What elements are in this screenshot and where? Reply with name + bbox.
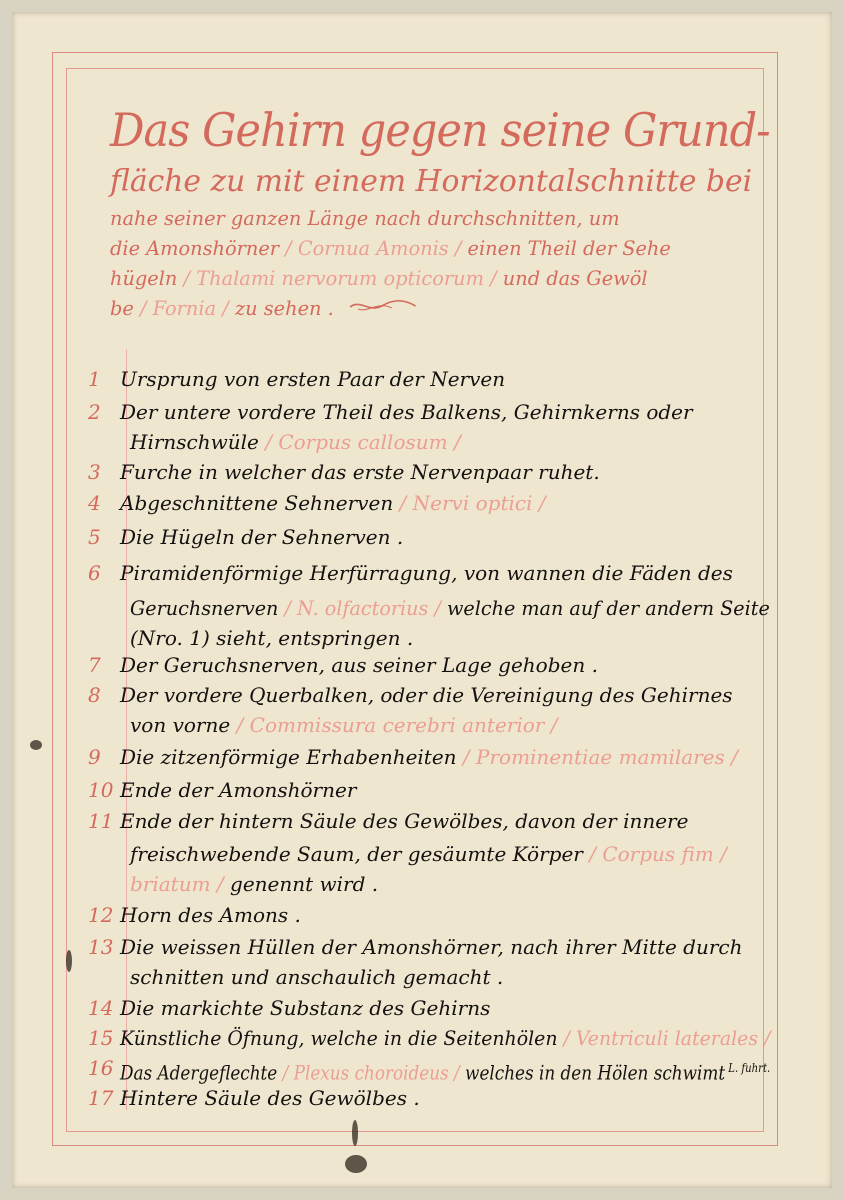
entry-line	[130, 962, 503, 992]
entry-line	[120, 775, 356, 805]
entry-line	[130, 427, 461, 457]
entry-text: Der untere vordere Theil des Balkens, Gehirnkerns oder	[120, 400, 693, 424]
entry-text-post: welche man auf der andern Seite	[447, 596, 770, 620]
entry-line	[130, 593, 770, 623]
entry-line	[120, 900, 301, 930]
entry-number: 15	[88, 1026, 114, 1050]
entry-line	[130, 710, 557, 740]
entry-text: Geruchsnerven	[130, 596, 279, 620]
entry-text: Hirnschwüle	[130, 430, 259, 454]
entry-line	[130, 839, 727, 869]
ink-blot	[66, 950, 72, 972]
entry-text: Hintere Säule des Gewölbes .	[120, 1086, 420, 1110]
entry-line	[120, 742, 738, 772]
entry-line	[120, 1083, 420, 1113]
entry-text: Das Adergeflechte	[120, 1060, 278, 1085]
entry-line	[120, 488, 546, 518]
entry-number: 7	[88, 653, 101, 677]
ink-blot	[352, 1120, 358, 1146]
entry-line	[130, 623, 413, 653]
entry-number: 10	[88, 778, 114, 802]
title-line-4-post: einen Theil der Sehe	[467, 237, 671, 260]
entry-line	[120, 650, 598, 680]
entry-text: Ende der Amonshörner	[120, 778, 357, 802]
entry-number: 12	[88, 903, 114, 927]
entry-line	[120, 806, 688, 836]
ink-blot	[345, 1155, 367, 1173]
entry-number: 16	[88, 1056, 114, 1080]
entry-line	[120, 1023, 770, 1053]
entry-number: 9	[88, 745, 101, 769]
entry-line	[120, 932, 743, 962]
entry-text: Die zitzenförmige Erhabenheiten	[120, 745, 457, 769]
entry-number: 5	[88, 525, 101, 549]
entry-text: Die markichte Substanz des Gehirns	[120, 996, 491, 1020]
entry-text: Die weissen Hüllen der Amonshörner, nach ihrer Mitte durch	[120, 935, 743, 959]
title-line-2: fläche zu mit einem Horizontalschnitte bei	[110, 164, 753, 199]
entry-text: Furche in welcher das erste Nervenpaar ruhet.	[120, 460, 600, 484]
entry-text: schnitten und anschaulich gemacht .	[130, 965, 504, 989]
entry-number: 8	[88, 683, 101, 707]
latin-term: / Commissura cerebri anterior /	[230, 713, 558, 737]
latin-term: / Corpus callosum /	[258, 430, 461, 454]
entry-number: 11	[88, 809, 114, 833]
title-line-4: die Amonshörner / Cornua Amonis / einen Theil der Sehe	[110, 237, 671, 260]
entry-text: von vorne	[130, 713, 231, 737]
entry-number: 1	[88, 367, 101, 391]
title-line-1: Das Gehirn gegen seine Grund-	[110, 103, 770, 157]
entry-number: 6	[88, 561, 101, 585]
entry-text: Piramidenförmige Herfürragung, von wannen die Fäden des	[120, 561, 733, 585]
entry-text: Abgeschnittene Sehnerven	[120, 491, 394, 515]
entry-text: Ende der hintern Säule des Gewölbes, davon der innere	[120, 809, 689, 833]
entry-text: freischwebende Saum, der gesäumte Körper	[130, 842, 583, 866]
latin-term: / Plexus choroideus /	[277, 1060, 466, 1085]
entry-text: Künstliche Öfnung, welche in die Seitenhölen	[120, 1026, 558, 1050]
latin-term: / Nervi optici /	[393, 491, 546, 515]
entry-line	[120, 558, 733, 588]
entry-line	[130, 869, 378, 899]
title-line-6: be / Fornia / zu sehen .	[110, 294, 770, 324]
entry-line	[120, 457, 600, 487]
title-latin-thalami: Thalami nervorum opticorum	[196, 267, 484, 290]
latin-term: / N. olfactorius /	[278, 596, 448, 620]
entry-number: 2	[88, 400, 101, 424]
entry-text-post: welches in den Hölen schwimt	[465, 1060, 726, 1085]
latin-term: / Prominentiae mamilares /	[456, 745, 738, 769]
title-latin-cornua: Cornua Amonis	[297, 237, 449, 260]
entry-number: 14	[88, 996, 114, 1020]
entry-line	[120, 993, 490, 1023]
entry-text: Ursprung von ersten Paar der Nerven	[120, 367, 506, 391]
margin-note: L. fuhrt.	[725, 1061, 771, 1075]
title-line-4-pre: die Amonshörner	[110, 237, 280, 260]
entry-line	[120, 522, 403, 552]
entry-line	[120, 397, 693, 427]
title-line-6-pre: be	[110, 297, 134, 320]
entry-text: genennt wird .	[230, 872, 379, 896]
title-line-5-pre: hügeln	[110, 267, 178, 290]
entry-text: (Nro. 1) sieht, entspringen .	[130, 626, 414, 650]
title-line-6-post: zu sehen .	[234, 297, 334, 320]
entry-line	[120, 364, 505, 394]
entry-text: Horn des Amons .	[120, 903, 301, 927]
latin-term: / Corpus fim /	[582, 842, 727, 866]
title-line-3: nahe seiner ganzen Länge nach durchschnitten, um	[110, 207, 620, 230]
entry-text: Die Hügeln der Sehnerven .	[120, 525, 404, 549]
entry-number: 3	[88, 460, 101, 484]
ink-blot	[30, 740, 42, 750]
title-line-5-post: und das Gewöl	[502, 267, 648, 290]
title-latin-fornia: Fornia	[152, 297, 217, 320]
latin-term: briatum /	[130, 872, 231, 896]
entry-number: 13	[88, 935, 114, 959]
entry-number: 17	[88, 1086, 114, 1110]
entry-text: Der Geruchsnerven, aus seiner Lage gehoben .	[120, 653, 598, 677]
entry-number: 4	[88, 491, 101, 515]
title-line-5: hügeln / Thalami nervorum opticorum / und das Gewöl	[110, 267, 648, 290]
latin-term: / Ventriculi laterales /	[557, 1026, 771, 1050]
entry-line	[120, 680, 733, 710]
entry-text: Der vordere Querbalken, oder die Vereinigung des Gehirnes	[120, 683, 733, 707]
